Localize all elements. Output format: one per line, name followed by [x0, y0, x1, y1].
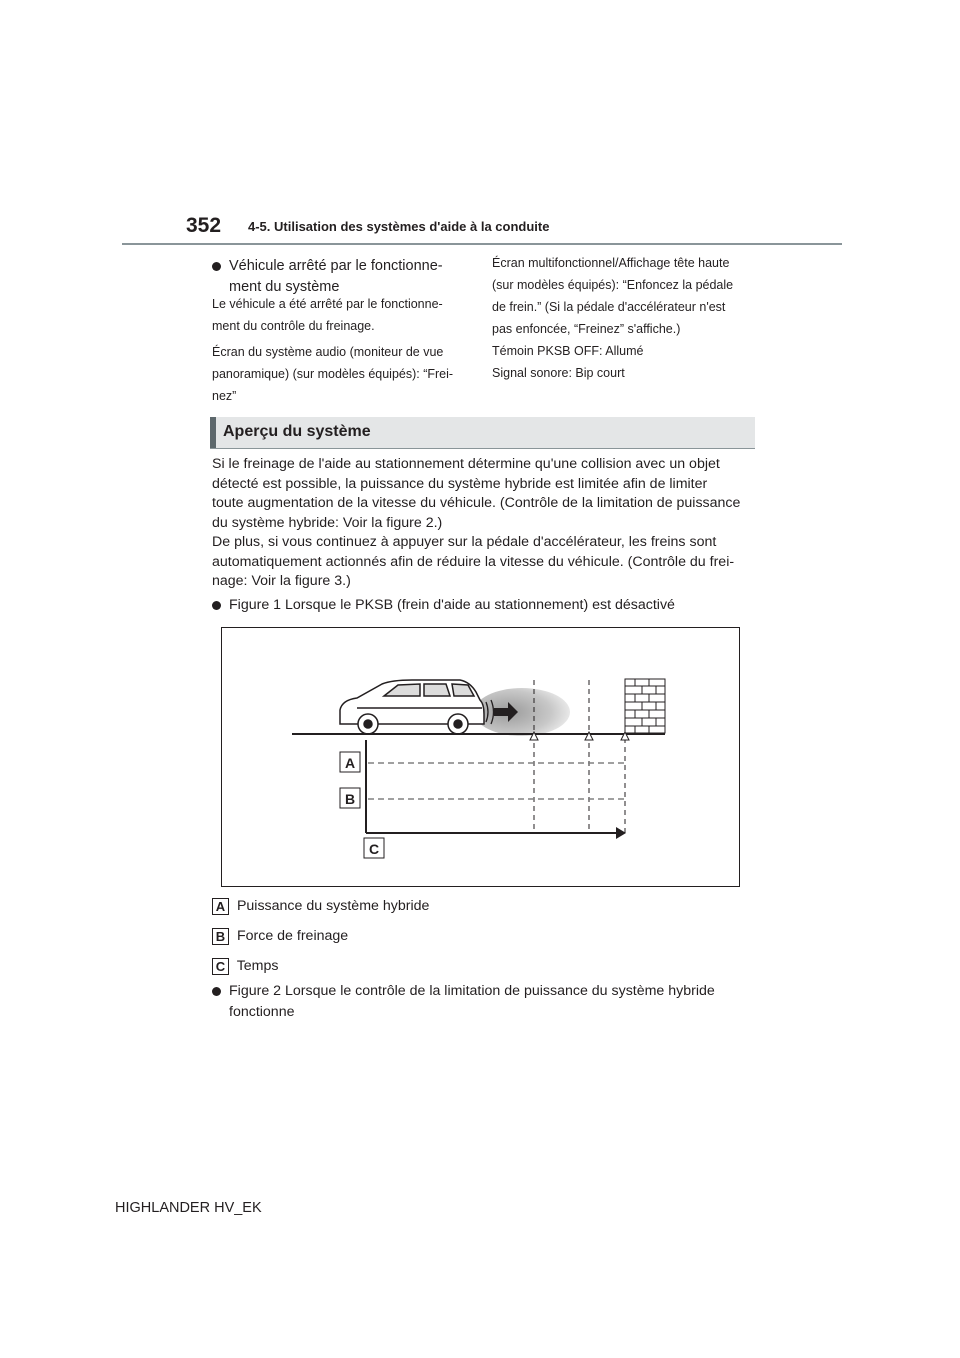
figure-1-diagram — [222, 628, 739, 886]
figure-1 — [221, 627, 740, 887]
heading-accent — [210, 417, 216, 448]
section-heading-bar — [210, 417, 755, 448]
figure2-caption — [212, 981, 769, 1023]
legend-key-a: A — [212, 898, 229, 915]
legend-key-c: C — [212, 958, 229, 975]
left-column-text — [212, 293, 470, 407]
figure1-caption-text: Figure 1 Lorsque le PKSB (frein d'aide au stationnement) est désactivé — [229, 597, 675, 613]
body-line: Si le freinage de l'aide au stationnement détermine qu'une collision avec un objet — [212, 456, 720, 472]
body-paragraph — [212, 455, 760, 592]
body-line: toute augmentation de la vitesse du véhicule. (Contrôle de la limitation de puissance — [212, 495, 741, 511]
bullet-dot-icon — [212, 262, 221, 271]
car-icon — [340, 680, 484, 734]
left-line: Écran du système audio (moniteur de vue — [212, 345, 444, 359]
figure1-caption — [212, 595, 769, 616]
left-line: panoramique) (sur modèles équipés): “Frei- — [212, 367, 454, 381]
body-line: De plus, si vous continuez à appuyer sur la pédale d'accélérateur, les freins sont — [212, 534, 717, 550]
body-line: nage: Voir la figure 3.) — [212, 573, 351, 589]
label-a: A — [344, 755, 356, 771]
section-heading: Aperçu du système — [223, 423, 371, 440]
bullet-title-line1: Véhicule arrêté par le fonctionne- — [229, 258, 443, 274]
bullet-vehicle-stopped — [212, 256, 487, 298]
legend-item-a — [212, 896, 429, 916]
body-line: du système hybride: Voir la figure 2.) — [212, 514, 443, 531]
right-line: de frein.” (Si la pédale d'accélérateur n'est — [492, 300, 726, 314]
label-c: C — [368, 841, 380, 857]
legend-text-c: Temps — [236, 958, 279, 974]
label-b: B — [344, 791, 356, 807]
figure2-caption-line1: Figure 2 Lorsque le contrôle de la limitation de puissance du système hybride — [229, 983, 715, 999]
legend-text-a: Puissance du système hybride — [236, 898, 430, 914]
page-number: 352 — [186, 214, 222, 237]
right-column-text — [492, 252, 754, 384]
legend-key-b: B — [212, 928, 229, 945]
left-line: ment du contrôle du freinage. — [212, 319, 375, 333]
body-line: automatiquement actionnés afin de réduire la vitesse du véhicule. (Contrôle du frei- — [212, 553, 735, 570]
right-line: Signal sonore: Bip court — [492, 366, 625, 380]
header-rule — [122, 243, 842, 245]
legend-text-b: Force de freinage — [236, 928, 349, 944]
left-line: Le véhicule a été arrêté par le fonctionne- — [212, 297, 443, 311]
bullet-dot-icon — [212, 987, 221, 996]
legend-item-b — [212, 926, 348, 946]
figure2-caption-line2: fonctionne — [229, 1004, 295, 1020]
right-line: pas enfoncée, “Freinez” s'affiche.) — [492, 322, 681, 336]
heading-rule — [210, 448, 755, 449]
left-line: nez” — [212, 389, 237, 403]
bullet-dot-icon — [212, 601, 221, 610]
footer-model: HIGHLANDER HV_EK — [115, 1200, 262, 1216]
bullet-title-line2: ment du système — [229, 279, 340, 295]
wall-icon — [625, 679, 665, 733]
right-line: Écran multifonctionnel/Affichage tête haute — [492, 256, 730, 270]
section-title: 4-5. Utilisation des systèmes d'aide à la conduite — [248, 219, 550, 234]
body-line: détecté est possible, la puissance du système hybride est limitée afin de limiter — [212, 475, 708, 492]
right-line: (sur modèles équipés): “Enfoncez la pédale — [492, 278, 734, 292]
right-line: Témoin PKSB OFF: Allumé — [492, 344, 644, 358]
legend-item-c — [212, 956, 278, 976]
